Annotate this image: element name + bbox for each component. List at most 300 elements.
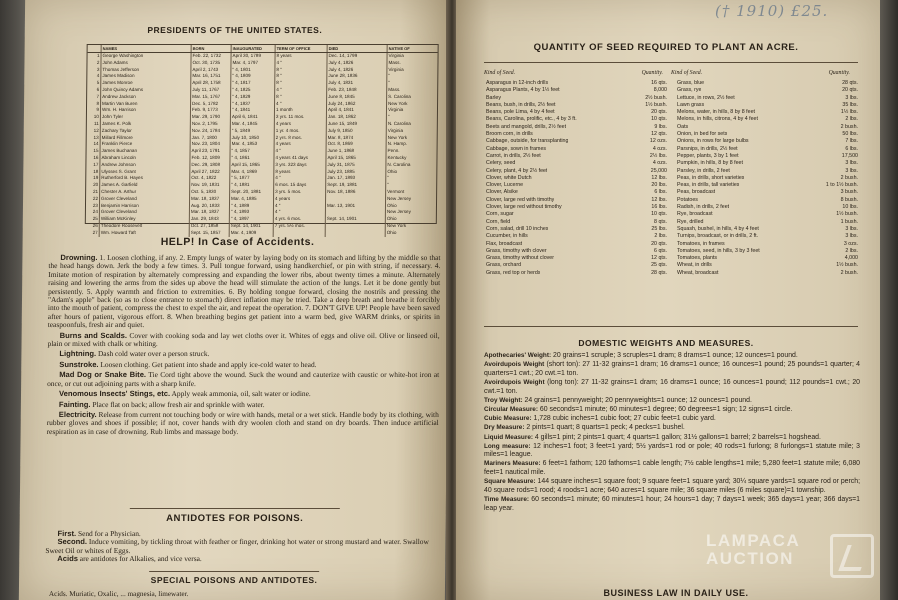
paragraph (484, 424, 860, 433)
table-cell: " 4, 1861 (230, 155, 274, 162)
table-cell: Sept. 14, 1901 (326, 216, 386, 223)
seed-quantity: 25,000 (650, 167, 667, 174)
table-cell: James Madison (101, 73, 191, 80)
table-cell: April 4, 1841 (327, 107, 387, 114)
seed-row (677, 255, 858, 262)
paragraph-lead: Sunstroke. (59, 359, 99, 369)
seed-quantity: 9 lbs. (654, 123, 667, 130)
paragraph-lead: Second. (57, 537, 88, 547)
paragraph-text: 2 pints=1 quart; 8 quarts=1 peck; 4 pecks=1 bushel. (524, 424, 685, 432)
table-cell: Mar. 13, 1901 (326, 203, 386, 210)
table-cell: Millard Fillmore (101, 135, 191, 142)
table-row (87, 73, 437, 80)
table-cell: " 4, 1809 (231, 73, 275, 80)
seed-kind: Wheat, broadcast (677, 269, 719, 276)
paragraph-text: 60 seconds=1 minute; 60 minutes=1 hour; 24 hours=1 day; 7 days=1 week; 365 days=1 year; 366 days=1 leap year. (484, 496, 860, 512)
seed-kind: Clover, white Dutch (486, 174, 532, 181)
seed-row (677, 262, 858, 269)
table-cell: Thomas Jefferson (101, 67, 191, 74)
table-cell: 9 (87, 107, 101, 114)
seed-quantity: 20 qts. (651, 109, 667, 116)
seed-table (486, 80, 858, 277)
seed-quantity: 3 lbs. (845, 225, 858, 232)
table-cell: " 4, 1857 (231, 148, 275, 155)
table-cell: 5 (87, 80, 101, 87)
paragraph-text: Cover with cooking soda and lay wet cloths over it. Whites of eggs and olive oil. Olive or linseed oil, plain or mixed with chalk or whiting. (47, 330, 440, 349)
paragraph (47, 361, 439, 369)
seed-row (677, 131, 858, 138)
table-row (87, 128, 437, 135)
table-cell: April 15, 1865 (230, 162, 274, 169)
paragraph-lead: Time Measure: (484, 496, 529, 504)
seed-row (486, 131, 667, 138)
table-cell: 1 month (275, 107, 327, 114)
table-row (87, 94, 437, 101)
table-cell: Mar. 4, 1797 (231, 60, 275, 67)
seed-kind: Tomatoes, seed, in hills, 3 by 3 feet (677, 247, 760, 254)
seed-quantity: 6 qts. (654, 247, 667, 254)
seed-quantity: 1 to 1½ bush. (825, 182, 858, 189)
table-cell: Virginia (387, 107, 404, 113)
paragraph-lead: Drowning. (60, 253, 98, 262)
table-cell: Mar. 16, 1751 (191, 73, 231, 80)
table-cell: Feb. 9, 1773 (191, 107, 231, 114)
table-cell: " 4, 1889 (230, 203, 274, 210)
table-header-cell: BORN (192, 45, 232, 52)
seed-kind: Corn, field (486, 218, 511, 225)
table-cell: 1 yr. 4 mos. (275, 128, 327, 135)
presidents-title: PRESIDENTS OF THE UNITED STATES. (147, 25, 323, 35)
paragraph-lead: Avoirdupois Weight (484, 378, 545, 386)
seed-quantity: 8 qts. (654, 218, 667, 225)
seed-quantity: 10 lbs. (842, 204, 858, 211)
seed-kind: Asparagus Plants, 4 by 1½ feet (486, 87, 560, 94)
table-cell: Franklin Pierce (101, 141, 191, 148)
table-cell: Ohio (386, 202, 397, 208)
seed-quantity: 2 lbs. (845, 247, 858, 254)
seed-row (677, 189, 858, 196)
seed-quantity: 3 lbs. (845, 94, 858, 101)
paragraph-text: Tie Cord tight above the wound. Suck the wound and cauterize with caustic or white-hot iron at once, or cut out adjoining parts with a sharp knife. (47, 370, 440, 388)
auction-watermark (706, 532, 874, 582)
table-cell: Ohio (387, 168, 398, 174)
table-cell: 4 " (275, 60, 327, 67)
table-cell: Aug. 20, 1833 (190, 203, 230, 210)
paragraph (484, 478, 860, 495)
seed-kind: Tomatoes, plants (677, 255, 718, 262)
table-cell: 8 (87, 101, 101, 108)
seed-row (677, 102, 858, 109)
table-cell: Oct. 27, 1858 (190, 223, 230, 230)
table-cell: " 5, 1877 (230, 175, 274, 182)
table-cell: Feb. 23, 1848 (327, 87, 387, 94)
table-cell: June 15, 1849 (327, 121, 387, 128)
seed-row (677, 87, 858, 94)
seed-kind: Peas, in drills, short varieties (677, 174, 745, 181)
seed-quantity: 25 qts. (651, 262, 667, 269)
paragraph (484, 352, 860, 361)
seed-quantity: 8 bush. (840, 196, 858, 203)
seed-row (486, 226, 667, 233)
seed-row (677, 182, 858, 189)
table-cell: Oct. 30, 1735 (191, 60, 231, 67)
table-cell: James Buchanan (101, 148, 191, 155)
paragraph (484, 415, 860, 424)
paragraph (484, 496, 860, 513)
table-cell: 25 (86, 216, 100, 223)
table-cell: 17 (86, 162, 100, 169)
seed-quantity: 3 ozs. (843, 240, 858, 247)
paragraph-lead: Lightning. (59, 349, 97, 359)
table-cell: James Monroe (101, 80, 191, 87)
seed-quantity: 10 qts. (651, 116, 667, 123)
seed-quantity: 20 qts. (842, 87, 858, 94)
seed-quantity: 4 ozs. (652, 145, 667, 152)
seed-kind: Corn, sugar (486, 211, 514, 218)
table-cell: 7 (87, 94, 101, 101)
table-cell: Mar. 4, 1853 (231, 141, 275, 148)
watermark-line-1: LAMPACA (706, 531, 801, 550)
seed-quantity: 1½ bush. (836, 262, 858, 269)
presidents-table-header (88, 45, 438, 53)
seed-kind: Oats (677, 123, 689, 130)
seed-quantity: 16 lbs. (651, 204, 667, 211)
seed-kind: Peas, in drills, tall varieties (677, 182, 740, 189)
seed-kind: Barley (486, 94, 502, 101)
seed-row (677, 226, 858, 233)
seed-row (486, 241, 667, 248)
quantity-header: Quantity. (641, 70, 663, 76)
paragraph-text: 20 grains=1 scruple; 3 scruples=1 dram; 8 drams=1 ounce; 12 ounces=1 pound. (551, 352, 798, 359)
table-cell: " 4, 1817 (231, 80, 275, 87)
paragraph (484, 397, 860, 406)
seed-row (486, 219, 667, 226)
table-cell: 27 (86, 230, 100, 237)
table-row (87, 60, 437, 67)
table-cell: June 8, 1845 (327, 94, 387, 101)
table-cell: Mar. 4, 1845 (231, 121, 275, 128)
presidents-table-body (86, 53, 438, 237)
table-cell: Kentucky (387, 154, 407, 160)
help-section (47, 254, 441, 438)
seed-kind: Celery, plant, 4 by 2½ feet (486, 167, 548, 174)
seed-quantity: 28 qts. (651, 269, 667, 276)
table-row (87, 87, 437, 94)
seed-kind: Clover, large red with timothy (486, 196, 555, 203)
seed-row (677, 160, 858, 167)
table-cell: Wm. H. Harrison (101, 107, 191, 114)
table-cell: 19 (86, 175, 100, 182)
table-row (87, 148, 437, 155)
table-cell: April 28, 1758 (191, 80, 231, 87)
table-cell: Mar. 29, 1790 (191, 114, 231, 121)
seed-quantity: 12 lbs. (651, 196, 667, 203)
table-cell: John Adams (101, 60, 191, 67)
seed-row (486, 80, 667, 87)
table-cell: " 4, 1841 (231, 107, 275, 114)
table-cell: 6 mos. 15 days (274, 182, 326, 189)
table-cell: Andrew Jackson (101, 94, 191, 101)
table-cell: 8 " (275, 94, 327, 101)
seed-column-left (486, 80, 667, 277)
table-cell: July 4, 1831 (327, 80, 387, 87)
table-cell: 8 " (275, 80, 327, 87)
kind-header: Kind of Seed. (484, 70, 516, 76)
table-cell: Nov. 19, 1831 (190, 182, 230, 189)
table-cell: New York (388, 100, 408, 106)
table-cell: Nov. 18, 1886 (326, 189, 386, 196)
table-cell: 4 years (274, 196, 326, 203)
table-cell: 3 yrs. 5 mos. (274, 189, 326, 196)
table-cell: James A. Garfield (100, 182, 190, 189)
paragraph-text: 4 gills=1 pint; 2 pints=1 quart; 4 quarts=1 gallon; 31½ gallons=1 barrel; 2 barrels=1 hogshead. (533, 433, 821, 441)
seed-row (486, 153, 667, 160)
table-cell: " 4, 1897 (230, 216, 274, 223)
table-cell: April 23, 1791 (191, 148, 231, 155)
seed-quantity: 6 lbs. (654, 189, 667, 196)
table-cell: Oct. 4, 1822 (190, 175, 230, 182)
table-cell: " (388, 73, 391, 79)
paragraph (484, 443, 860, 460)
paragraph (45, 538, 437, 555)
special-poisons-line: Acids. Muriatic, Oxalic, ... magnesia, limewater. (48, 590, 189, 598)
table-cell: Feb. 22, 1732 (192, 53, 232, 60)
seed-quantity: 12 qts. (651, 255, 667, 262)
table-cell: Dec. 29, 1808 (190, 162, 230, 169)
table-cell: " (387, 182, 389, 188)
handwritten-note: († 1910) £25. (715, 2, 829, 20)
seed-quantity: 16 qts. (651, 80, 667, 86)
table-cell: 4 years (275, 141, 327, 148)
table-cell: 15 (87, 148, 101, 155)
table-cell: 20 (86, 182, 100, 189)
divider (149, 571, 319, 572)
table-cell: 8 years (276, 53, 328, 60)
table-cell: Mar. 15, 1767 (191, 94, 231, 101)
paragraph-lead: Dry Measure: (484, 424, 525, 432)
table-cell: Jan. 7, 1800 (191, 135, 231, 142)
table-row (86, 169, 436, 176)
table-cell: Sept. 20, 1881 (230, 189, 274, 196)
seed-quantity: 2½ lbs. (649, 152, 667, 159)
weights-title: DOMESTIC WEIGHTS AND MEASURES. (578, 338, 754, 348)
table-cell: Mar. 4, 1869 (230, 169, 274, 176)
table-cell: Sept. 15, 1857 (190, 230, 230, 237)
table-cell: New Jersey (386, 209, 411, 215)
seed-kind: Wheat, in drills (677, 262, 712, 269)
seed-row (677, 211, 858, 218)
table-cell: 23 (86, 203, 100, 210)
seed-row (677, 124, 858, 131)
seed-kind: Grass, red top or herds (486, 269, 541, 276)
paragraph-text: Place flat on back; allow fresh air and sprinkle with water. (90, 399, 265, 409)
seed-quantity: 2 lbs. (654, 233, 667, 240)
table-row (87, 80, 437, 87)
seed-kind: Beans, Carolina, prolific, etc., 4 by 3 ft. (486, 116, 577, 123)
watermark-line-2: AUCTION (706, 549, 794, 568)
paragraph-lead: Square Measure: (484, 478, 536, 486)
seed-quantity: 2 bush. (840, 269, 858, 276)
book-cover-edge (880, 0, 898, 600)
table-header-cell: NATIVE OF (388, 46, 410, 51)
table-row (87, 135, 437, 142)
table-cell: John Quincy Adams (101, 87, 191, 94)
seed-kind: Onion, in bed for sets (677, 131, 728, 138)
table-cell: N. Carolina (387, 161, 411, 167)
seed-kind: Rye, drilled (677, 218, 704, 225)
seed-kind: Peas, broadcast (677, 189, 716, 196)
seed-row (677, 175, 858, 182)
seed-quantity: 1 bush. (840, 218, 858, 225)
table-cell: Dec. 14, 1799 (328, 53, 388, 60)
seed-kind: Pumpkin, in hills, 8 by 8 feet (677, 160, 743, 167)
seed-quantity: 2 bush. (840, 123, 858, 130)
table-row (86, 203, 436, 210)
left-page (19, 0, 451, 600)
seed-kind: Parsnips, in drills, 2½ feet (677, 145, 738, 152)
table-cell: 4 " (274, 209, 326, 216)
seed-quantity: 7 lbs. (845, 138, 858, 145)
seed-row (486, 189, 667, 196)
seed-kind: Celery, seed (486, 160, 516, 167)
paragraph-text: (short ton): 27 11-32 grains=1 dram; 16 drams=1 ounce; 16 ounces=1 pound; 25 pounds=1 quarter; 4 quarters=1 cwt.; 20 cwt.=1 ton. (484, 361, 860, 377)
seed-quantity: 17,500 (841, 152, 858, 159)
seed-row (486, 102, 667, 109)
table-cell: 4 years (275, 121, 327, 128)
table-cell: 8 years (274, 169, 326, 176)
table-cell: 3 (87, 67, 101, 74)
table-cell: Andrew Johnson (100, 162, 190, 169)
seed-row (486, 255, 667, 262)
seed-row (486, 95, 667, 102)
seed-quantity: 25 lbs. (651, 225, 667, 232)
presidents-table (85, 44, 439, 235)
table-header-cell: NAMES (102, 45, 192, 52)
table-cell: Nov. 2, 1795 (191, 121, 231, 128)
table-cell: Oct. 5, 1830 (190, 189, 230, 196)
seed-row (677, 233, 858, 240)
paragraph-text: 24 grains=1 pennyweight; 20 pennyweights=1 ounce; 12 ounces=1 pound. (522, 396, 752, 404)
table-cell: 8 " (275, 73, 327, 80)
paragraph-lead: First. (57, 529, 77, 538)
table-cell (326, 209, 386, 216)
seed-kind: Grass, rye (677, 87, 702, 94)
table-cell: July 23, 1885 (326, 169, 386, 176)
table-cell: 2 yrs. 8 mos. (275, 135, 327, 142)
table-cell: N. Carolina (387, 120, 411, 126)
table-header-cell: INAUGURATED (232, 45, 276, 52)
antidotes-title: ANTIDOTES FOR POISONS. (166, 513, 304, 524)
seed-kind: Broom corn, in drills (486, 131, 533, 138)
seed-quantity: 28 qts. (842, 80, 858, 86)
paragraph-lead: Mad Dog or Snake Bite. (59, 370, 147, 380)
seed-kind: Grass, timothy with clover (486, 247, 547, 254)
seed-row (677, 248, 858, 255)
table-row (86, 175, 436, 182)
table-cell: 14 (87, 141, 101, 148)
paragraph-lead: Venomous Insects' Stings, etc. (58, 389, 171, 399)
table-cell: Mar. 18, 1837 (190, 196, 230, 203)
table-cell: James K. Polk (101, 121, 191, 128)
table-cell: " 5, 1849 (231, 128, 275, 135)
seed-quantity: 12 ozs. (649, 138, 667, 145)
seed-kind: Beans, pole Lima, 4 by 4 feet (486, 109, 555, 116)
table-cell: Oct. 8, 1869 (327, 141, 387, 148)
table-cell: Mar. 18, 1837 (190, 209, 230, 216)
table-cell: Sept. 19, 1881 (326, 182, 386, 189)
seed-table-title: QUANTITY OF SEED REQUIRED TO PLANT AN ACRE. (533, 42, 799, 53)
seed-row (486, 248, 667, 255)
table-cell: Abraham Lincoln (100, 155, 190, 162)
seed-row (677, 241, 858, 248)
seed-kind: Carrot, in drills, 2½ feet (486, 152, 541, 159)
table-cell: Mass. (388, 86, 401, 92)
table-row (86, 182, 436, 189)
table-cell: John Tyler (101, 114, 191, 121)
seed-kind: Melons, in hills, citrons, 4 by 4 feet (677, 116, 758, 123)
table-cell: Penn. (387, 148, 400, 154)
seed-row (486, 168, 667, 175)
seed-row (486, 182, 667, 189)
right-page (456, 0, 880, 600)
seed-kind: Cucumber, in hills (486, 233, 528, 240)
table-cell: June 28, 1836 (327, 73, 387, 80)
seed-row (486, 270, 667, 277)
seed-quantity: 8,000 (653, 87, 667, 94)
business-law-title: BUSINESS LAW IN DAILY USE. (603, 588, 749, 598)
paragraph-lead: Acids (57, 554, 79, 564)
table-cell: 1 (88, 53, 102, 60)
seed-row (677, 116, 858, 123)
seed-quantity: 1½ lbs. (840, 109, 858, 116)
seed-row (486, 116, 667, 123)
table-cell: Mar. 4, 1909 (230, 230, 274, 237)
paragraph-lead: Mariners Measure: (484, 460, 541, 468)
paragraph (45, 555, 437, 563)
paragraph (47, 390, 439, 398)
table-cell: 10 (87, 114, 101, 121)
table-cell: July 10, 1850 (231, 135, 275, 142)
paragraph (47, 350, 439, 358)
table-cell: 24 (86, 209, 100, 216)
table-cell: 12 (87, 128, 101, 135)
quantity-header: Quantity. (828, 70, 850, 76)
seed-kind: Cabbage, sown in frames (486, 145, 547, 152)
table-cell: Sept. 14, 1901 (230, 223, 274, 230)
seed-kind: Potatoes (677, 196, 698, 203)
seed-quantity: 12 qts. (651, 131, 667, 138)
paragraph-lead: Cubic Measure: (484, 415, 532, 423)
seed-quantity: 3 lbs. (845, 233, 858, 240)
seed-quantity: 35 lbs. (842, 101, 858, 108)
table-cell: S. Carolina (388, 93, 411, 99)
table-cell: " 4, 1837 (231, 101, 275, 108)
table-cell: N. Hamp. (387, 141, 408, 147)
paragraph-text: 6 feet=1 fathom; 120 fathoms=1 cable length; 7½ cable lengths=1 mile; 5,280 feet=1 statute mile; 6,080 feet=1 nautical mile. (484, 460, 860, 477)
table-cell: Dec. 5, 1782 (191, 101, 231, 108)
table-cell: Zachary Taylor (101, 128, 191, 135)
help-title: HELP! In Case of Accidents. (160, 236, 315, 248)
seed-row (486, 146, 667, 153)
seed-quantity: 3 lbs. (845, 160, 858, 167)
paragraph (484, 434, 860, 443)
seed-kind: Clover, large red without timothy (486, 204, 562, 211)
table-cell: July 24, 1862 (327, 101, 387, 108)
table-cell: July 4, 1826 (327, 67, 387, 74)
table-cell: Nov. 23, 1804 (191, 141, 231, 148)
table-cell: " (387, 175, 389, 181)
weights-section (484, 352, 860, 514)
